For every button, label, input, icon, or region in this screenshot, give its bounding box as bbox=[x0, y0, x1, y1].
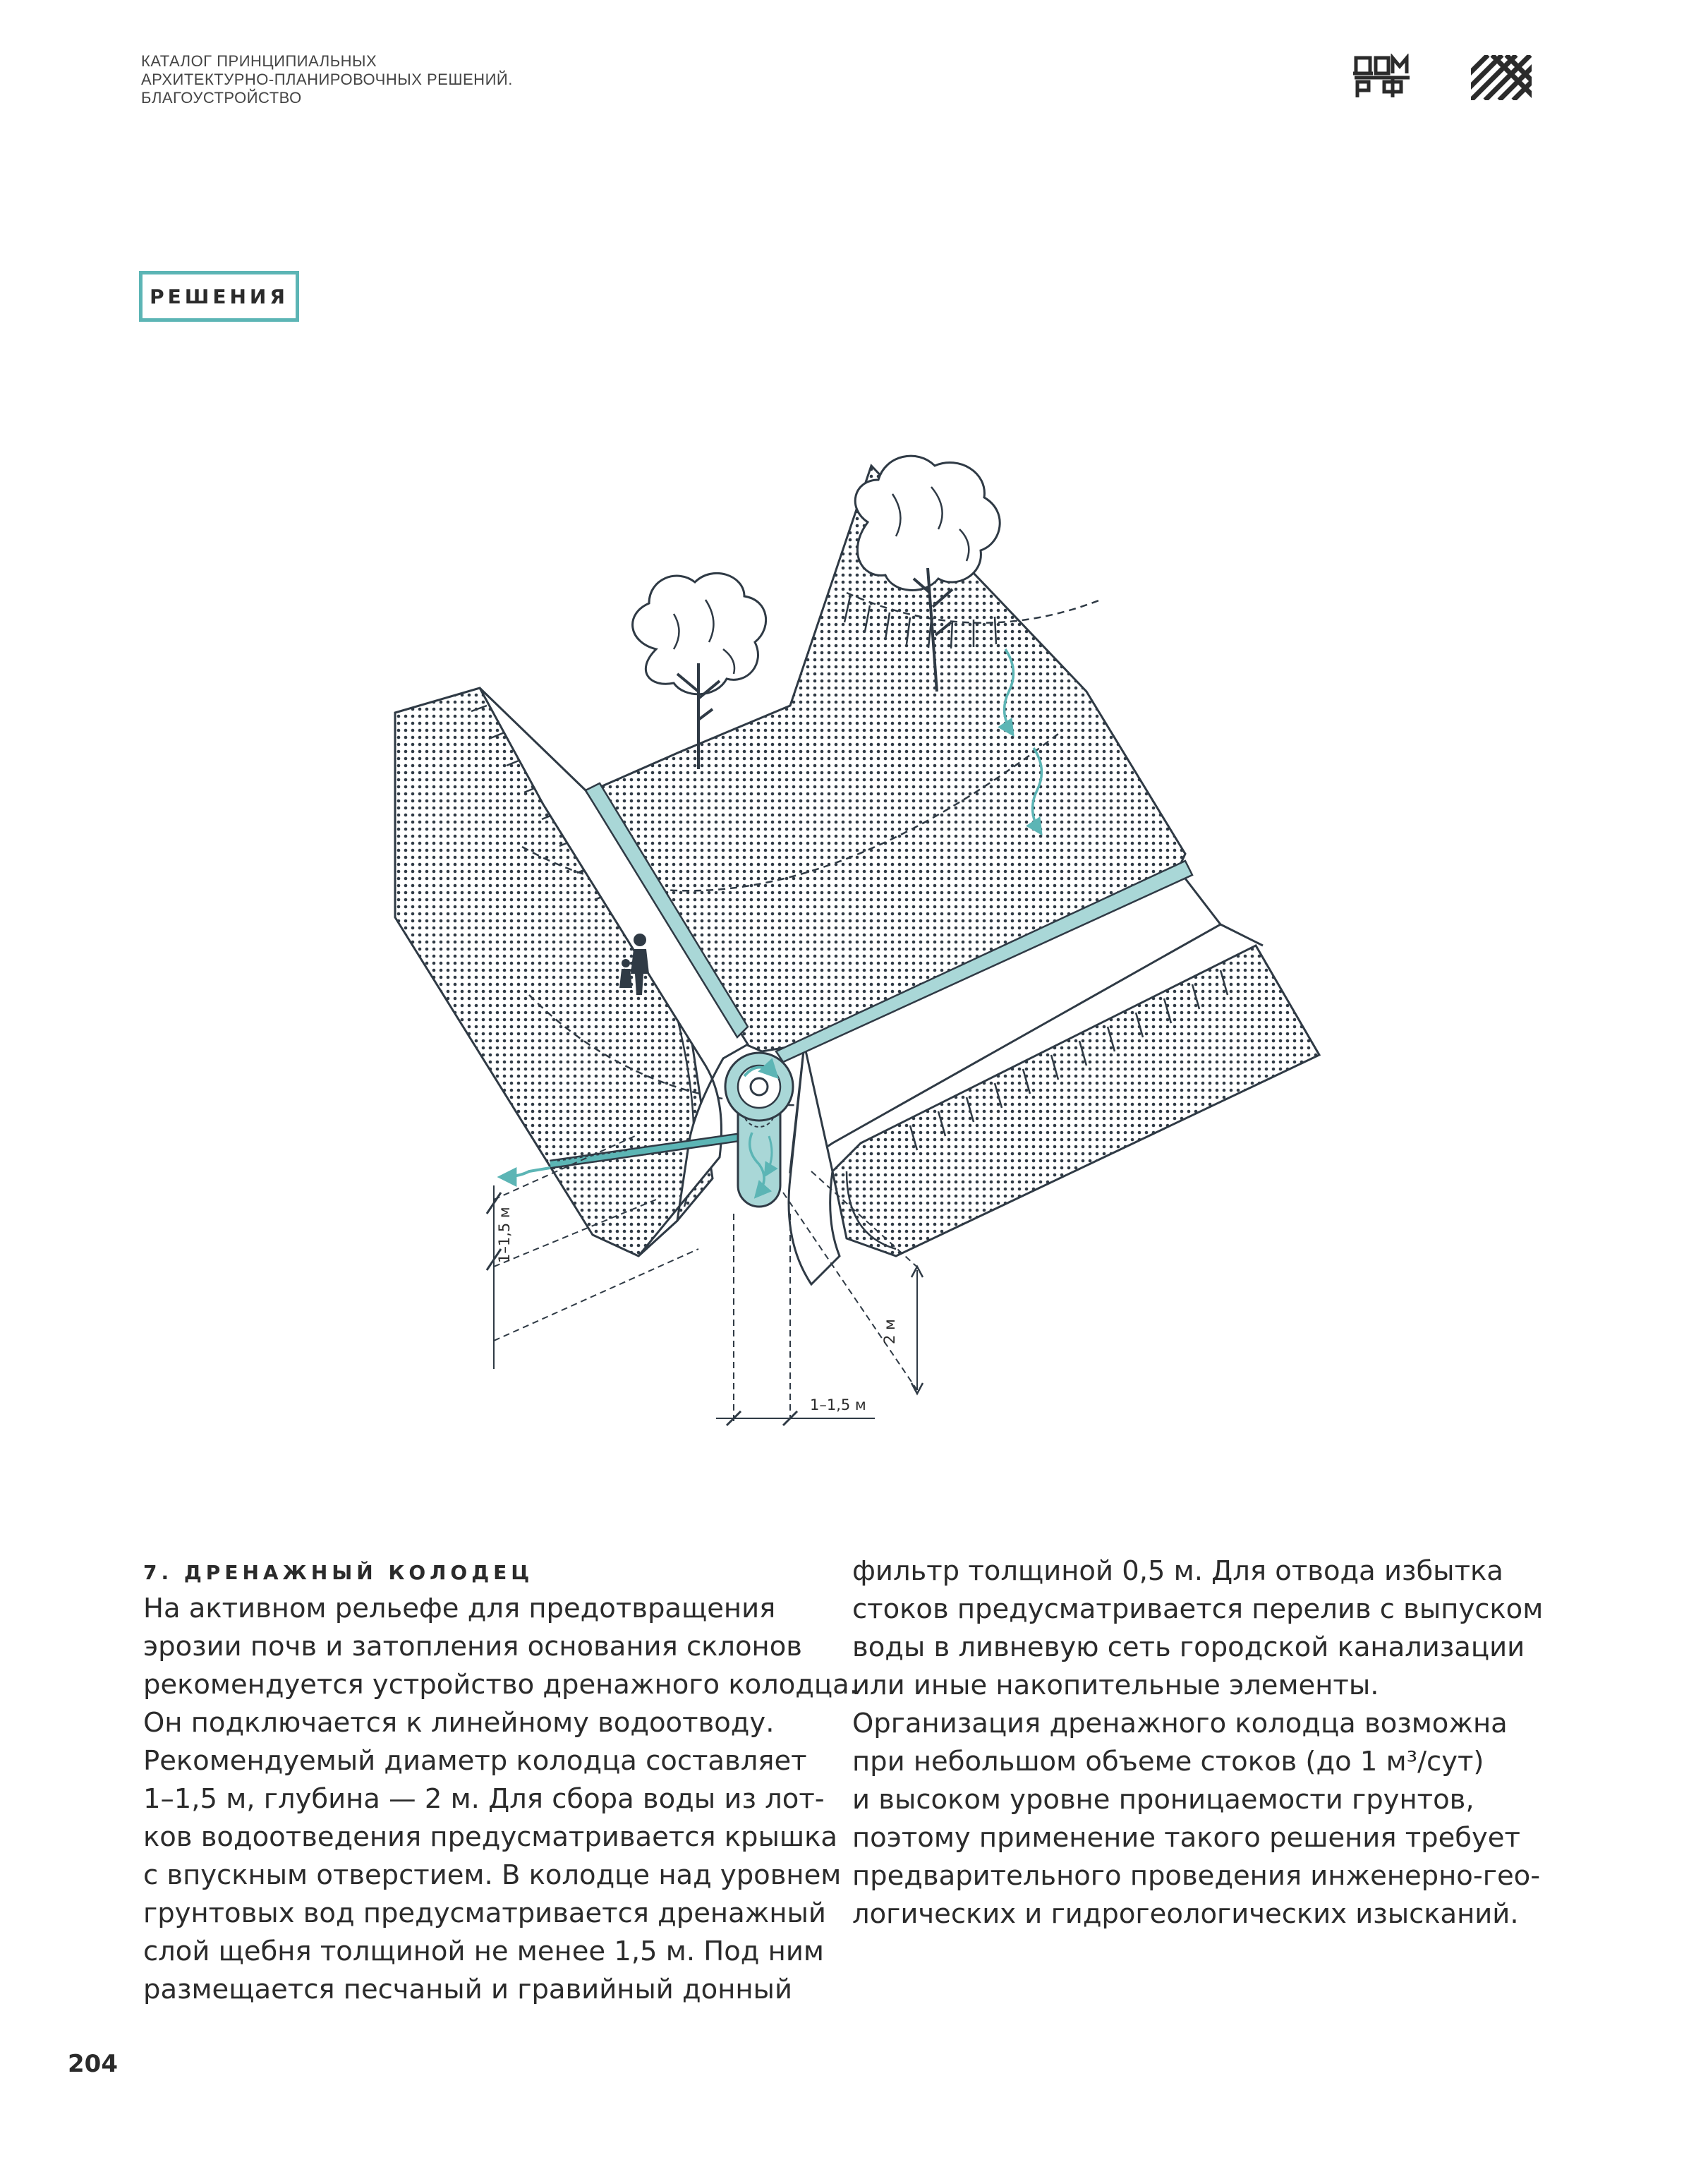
text-line: грунтовых вод предусматривается дренажный bbox=[143, 1897, 826, 1929]
text-line: ков водоотведения предусматривается крышка bbox=[143, 1821, 837, 1853]
header-line-2: АРХИТЕКТУРНО-ПЛАНИРОВОЧНЫХ РЕШЕНИЙ. bbox=[141, 71, 513, 88]
section-tag: РЕШЕНИЯ bbox=[139, 271, 299, 322]
text-line: 1–1,5 м, глубина — 2 м. Для сбора воды из лот- bbox=[143, 1783, 825, 1815]
text-line: при небольшом объеме стоков (до 1 м³/сут) bbox=[852, 1746, 1484, 1777]
text-line: с впускным отверстием. В колодце над уровнем bbox=[143, 1859, 842, 1891]
article-title: 7. ДРЕНАЖНЫЙ КОЛОДЕЦ bbox=[143, 1561, 534, 1584]
header-line-1: КАТАЛОГ ПРИНЦИПИАЛЬНЫХ bbox=[141, 52, 377, 70]
drainage-well-diagram bbox=[353, 437, 1383, 1439]
pattern-logo bbox=[1471, 55, 1532, 100]
text-line: На активном рельефе для предотвращения bbox=[143, 1593, 776, 1624]
text-line: рекомендуется устройство дренажного колодца. bbox=[143, 1669, 858, 1701]
text-line: воды в ливневую сеть городской канализации bbox=[852, 1631, 1525, 1663]
text-line: предварительного проведения инженерно-гео- bbox=[852, 1860, 1541, 1892]
dim-vertical-label: 1–1,5 м bbox=[496, 1207, 513, 1263]
drainage-well bbox=[725, 1053, 793, 1207]
text-line: стоков предусматривается перелив с выпуском bbox=[852, 1593, 1544, 1625]
text-line: размещается песчаный и гравийный донный bbox=[143, 1974, 792, 2005]
text-line: и высоком уровне проницаемости грунтов, bbox=[852, 1784, 1474, 1816]
article-text-left bbox=[143, 1590, 858, 2009]
text-line: фильтр толщиной 0,5 м. Для отвода избытка bbox=[852, 1555, 1503, 1587]
text-line: или иные накопительные элементы. bbox=[852, 1670, 1379, 1701]
text-line: Он подключается к линейному водоотводу. bbox=[143, 1707, 775, 1739]
text-line: слой щебня толщиной не менее 1,5 м. Под ним bbox=[143, 1936, 824, 1967]
text-line: поэтому применение такого решения требует bbox=[852, 1822, 1520, 1854]
text-line: Организация дренажного колодца возможна bbox=[852, 1708, 1508, 1739]
text-line: логических и гидрогеологических изысканий. bbox=[852, 1898, 1519, 1930]
article-text-right bbox=[852, 1552, 1543, 1933]
catalog-header bbox=[141, 52, 513, 107]
text-line: эрозии почв и затопления основания склонов bbox=[143, 1631, 802, 1662]
dim-horizontal-label: 1–1,5 м bbox=[810, 1396, 866, 1413]
header-line-3: БЛАГОУСТРОЙСТВО bbox=[141, 89, 302, 107]
dom-rf-logo bbox=[1353, 54, 1411, 99]
dim-depth-label: 2 м bbox=[881, 1319, 898, 1344]
page-number: 204 bbox=[68, 2050, 118, 2078]
text-line: Рекомендуемый диаметр колодца составляет bbox=[143, 1745, 807, 1777]
